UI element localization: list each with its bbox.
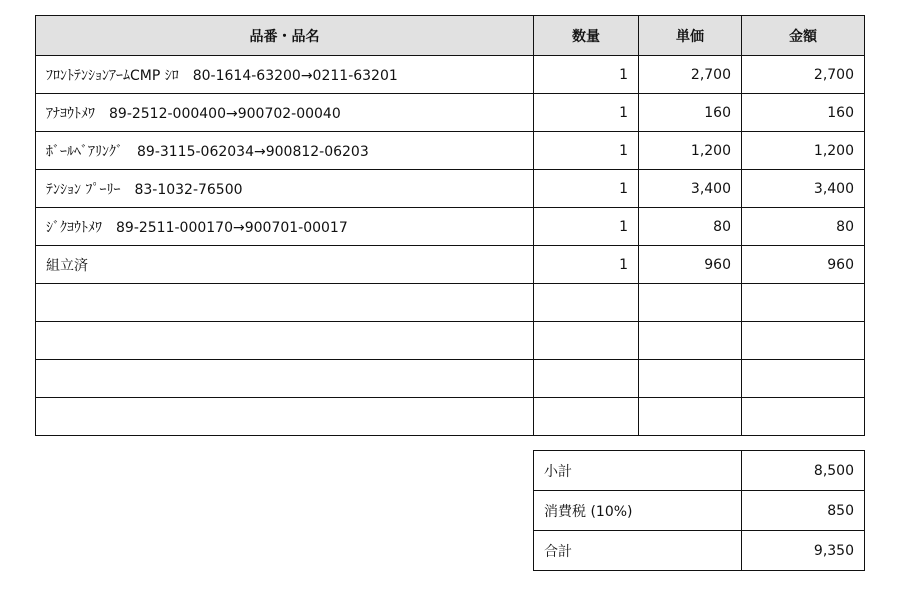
- tax-label: 消費税 (10%): [534, 491, 742, 531]
- amount-cell: 3,400: [742, 170, 865, 208]
- item-name-cell: [36, 360, 534, 398]
- unit-price-cell: [639, 322, 742, 360]
- item-name-cell: ｼﾞｸﾖｳﾄﾒﾜ 89-2511-000170→900701-00017: [36, 208, 534, 246]
- subtotal-label: 小計: [534, 451, 742, 491]
- tax-value: 850: [742, 491, 865, 531]
- unit-price-cell: 960: [639, 246, 742, 284]
- quantity-cell: 1: [534, 94, 639, 132]
- header-unit-price: 単価: [639, 16, 742, 56]
- item-name-cell: [36, 398, 534, 436]
- quantity-cell: 1: [534, 246, 639, 284]
- table-row-empty: [36, 398, 865, 436]
- unit-price-cell: 3,400: [639, 170, 742, 208]
- unit-price-cell: 160: [639, 94, 742, 132]
- item-name-cell: [36, 284, 534, 322]
- tax-row: [534, 491, 865, 531]
- unit-price-cell: [639, 360, 742, 398]
- unit-price-cell: 2,700: [639, 56, 742, 94]
- item-name-cell: 組立済: [36, 246, 534, 284]
- table-row: [36, 170, 865, 208]
- unit-price-cell: 80: [639, 208, 742, 246]
- line-items-table: [35, 15, 865, 436]
- table-row-empty: [36, 322, 865, 360]
- amount-cell: [742, 360, 865, 398]
- quantity-cell: [534, 322, 639, 360]
- table-row: [36, 208, 865, 246]
- quantity-cell: 1: [534, 132, 639, 170]
- amount-cell: [742, 284, 865, 322]
- quantity-cell: [534, 284, 639, 322]
- amount-cell: [742, 322, 865, 360]
- header-quantity: 数量: [534, 16, 639, 56]
- unit-price-cell: [639, 284, 742, 322]
- quantity-cell: [534, 398, 639, 436]
- quantity-cell: [534, 360, 639, 398]
- unit-price-cell: [639, 398, 742, 436]
- amount-cell: 1,200: [742, 132, 865, 170]
- unit-price-cell: 1,200: [639, 132, 742, 170]
- item-name-cell: ﾌﾛﾝﾄﾃﾝｼｮﾝｱｰﾑCMP ｼﾛ 80-1614-63200→0211-63201: [36, 56, 534, 94]
- amount-cell: 80: [742, 208, 865, 246]
- table-row: [36, 94, 865, 132]
- quantity-cell: 1: [534, 56, 639, 94]
- totals-table: [533, 450, 865, 571]
- amount-cell: 160: [742, 94, 865, 132]
- header-item-name: 品番・品名: [36, 16, 534, 56]
- quantity-cell: 1: [534, 170, 639, 208]
- item-name-cell: [36, 322, 534, 360]
- table-header-row: [36, 16, 865, 56]
- total-label: 合計: [534, 531, 742, 571]
- header-amount: 金額: [742, 16, 865, 56]
- total-row: [534, 531, 865, 571]
- table-row: [36, 56, 865, 94]
- item-name-cell: ｱﾅﾖｳﾄﾒﾜ 89-2512-000400→900702-00040: [36, 94, 534, 132]
- table-row: [36, 132, 865, 170]
- subtotal-row: [534, 451, 865, 491]
- subtotal-value: 8,500: [742, 451, 865, 491]
- table-row-empty: [36, 284, 865, 322]
- item-name-cell: ﾃﾝｼｮﾝ ﾌﾟｰﾘｰ 83-1032-76500: [36, 170, 534, 208]
- item-name-cell: ﾎﾞｰﾙﾍﾞｱﾘﾝｸﾞ 89-3115-062034→900812-06203: [36, 132, 534, 170]
- total-value: 9,350: [742, 531, 865, 571]
- quantity-cell: 1: [534, 208, 639, 246]
- table-row: [36, 246, 865, 284]
- amount-cell: [742, 398, 865, 436]
- amount-cell: 2,700: [742, 56, 865, 94]
- amount-cell: 960: [742, 246, 865, 284]
- table-row-empty: [36, 360, 865, 398]
